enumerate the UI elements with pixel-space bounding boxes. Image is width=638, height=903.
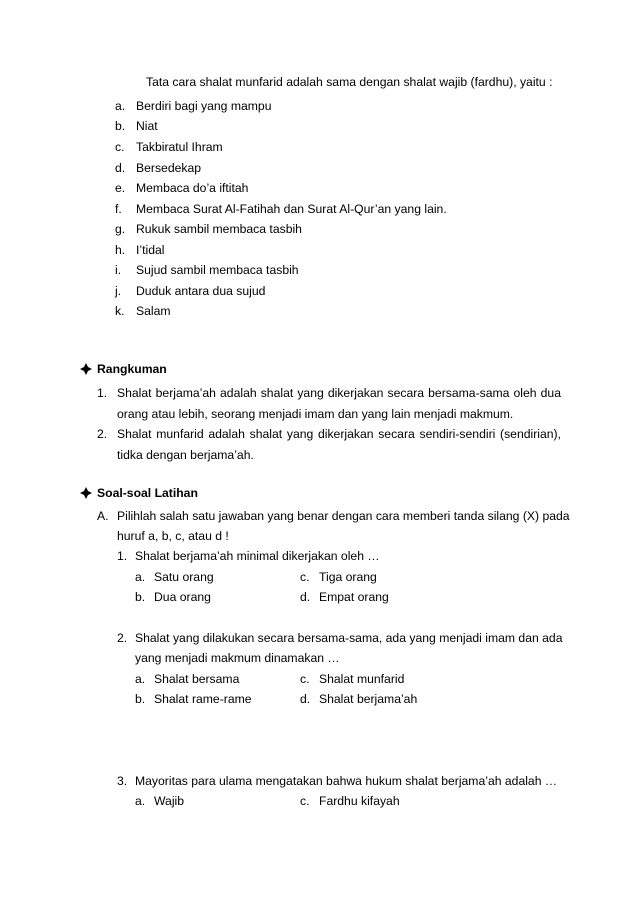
list-marker: 1. xyxy=(97,386,108,400)
list-marker: g. xyxy=(115,222,126,236)
list-text-line: Shalat munfarid adalah shalat yang dikerjakan secara sendiri-sendiri (sendirian), xyxy=(117,427,561,441)
option-marker: d. xyxy=(300,692,311,706)
option-marker: d. xyxy=(300,590,311,604)
list-marker: j. xyxy=(115,284,122,298)
latihan-heading: Soal-soal Latihan xyxy=(97,486,198,500)
list-marker: k. xyxy=(115,304,125,318)
list-marker: f. xyxy=(115,202,122,216)
option-text: Shalat munfarid xyxy=(319,672,405,686)
option-marker: b. xyxy=(135,590,146,604)
list-text: Takbiratul Ihram xyxy=(136,140,223,154)
option-marker: a. xyxy=(135,570,146,584)
question-text: Mayoritas para ulama mengatakan bahwa hukum shalat berjama’ah adalah … xyxy=(135,774,558,788)
diamond-bullet-icon xyxy=(80,363,92,375)
list-text: Bersedekap xyxy=(136,161,202,175)
list-text: Membaca do’a iftitah xyxy=(136,181,249,195)
list-text: Rukuk sambil membaca tasbih xyxy=(136,222,302,236)
list-text: Sujud sambil membaca tasbih xyxy=(136,263,299,277)
list-text-line: tidka dengan berjama’ah. xyxy=(117,448,254,462)
option-text: Fardhu kifayah xyxy=(319,794,400,808)
option-marker: b. xyxy=(135,692,146,706)
question-number: 3. xyxy=(117,774,128,788)
question-text: yang menjadi makmum dinamakan … xyxy=(135,651,340,665)
instruction-line: Pilihlah salah satu jawaban yang benar dengan cara memberi tanda silang (X) pada xyxy=(117,509,570,523)
question-text: Shalat yang dilakukan secara bersama-sama, ada yang menjadi imam dan ada xyxy=(135,631,563,645)
option-text: Satu orang xyxy=(154,570,214,584)
question-number: 2. xyxy=(117,631,128,645)
option-text: Shalat rame-rame xyxy=(154,692,252,706)
option-marker: a. xyxy=(135,672,146,686)
intro-text: Tata cara shalat munfarid adalah sama dengan shalat wajib (fardhu), yaitu : xyxy=(146,75,553,89)
question-number: 1. xyxy=(117,549,128,563)
list-text-line: orang atau lebih, seorang menjadi imam dan yang lain menjadi makmum. xyxy=(117,407,514,421)
list-text: Berdiri bagi yang mampu xyxy=(136,99,272,113)
section-marker: A. xyxy=(97,509,109,523)
rangkuman-heading: Rangkuman xyxy=(97,362,167,376)
option-marker: c. xyxy=(300,570,310,584)
option-text: Tiga orang xyxy=(319,570,377,584)
option-text: Wajib xyxy=(154,794,185,808)
option-text: Dua orang xyxy=(154,590,211,604)
list-marker: c. xyxy=(115,140,125,154)
list-marker: b. xyxy=(115,119,126,133)
option-text: Shalat bersama xyxy=(154,672,240,686)
question-text: Shalat berjama’ah minimal dikerjakan oleh … xyxy=(135,549,380,563)
diamond-bullet-icon xyxy=(80,487,92,499)
option-marker: c. xyxy=(300,794,310,808)
list-text: Duduk antara dua sujud xyxy=(136,284,266,298)
instruction-line: huruf a, b, c, atau d ! xyxy=(117,529,229,543)
list-text-line: Shalat berjama’ah adalah shalat yang dikerjakan secara bersama-sama oleh dua xyxy=(117,386,561,400)
list-marker: i. xyxy=(115,263,122,277)
option-marker: a. xyxy=(135,794,146,808)
list-marker: 2. xyxy=(97,427,108,441)
option-text: Empat orang xyxy=(319,590,389,604)
list-text: Salam xyxy=(136,304,171,318)
list-text: Membaca Surat Al-Fatihah dan Surat Al-Qur’an yang lain. xyxy=(136,202,447,216)
list-text: I’tidal xyxy=(136,243,165,257)
list-text: Niat xyxy=(136,119,158,133)
list-marker: h. xyxy=(115,243,126,257)
list-marker: e. xyxy=(115,181,126,195)
option-marker: c. xyxy=(300,672,310,686)
list-marker: a. xyxy=(115,99,126,113)
option-text: Shalat berjama’ah xyxy=(319,692,418,706)
list-marker: d. xyxy=(115,161,126,175)
